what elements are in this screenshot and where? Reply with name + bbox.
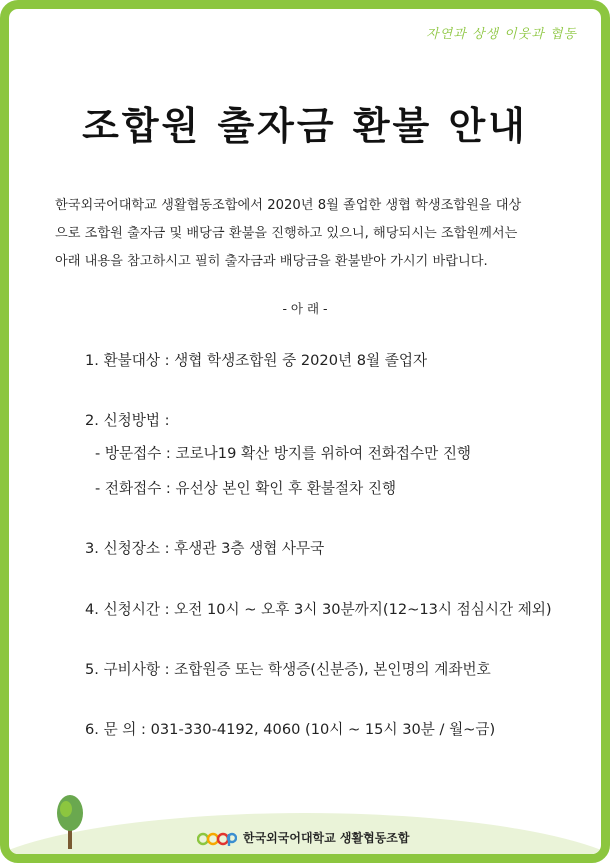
item-method: 2. 신청방법 : (85, 412, 170, 429)
tree-icon (55, 793, 85, 849)
item-contact: 6. 문 의 : 031-330-4192, 4060 (10시 ~ 15시 30분 / 월~금) (85, 721, 496, 738)
footer-brand (197, 829, 409, 846)
item-place: 3. 신청장소 : 후생관 3층 생협 사무국 (85, 540, 325, 557)
item-requirements: 5. 구비사항 : 조합원증 또는 학생증(신분증), 본인명의 계좌번호 (85, 661, 491, 678)
page-title: 조합원 출자금 환불 안내 (82, 104, 528, 148)
intro-line: 한국외국어대학교 생활협동조합에서 2020년 8월 졸업한 생협 학생조합원을 대상 (55, 198, 522, 213)
coop-logo-icon (197, 830, 237, 846)
item-target: 1. 환불대상 : 생협 학생조합원 중 2020년 8월 졸업자 (85, 352, 428, 369)
org-name: 한국외국어대학교 생활협동조합 (243, 831, 410, 845)
section-subtitle: - 아 래 - (282, 301, 328, 316)
intro-line: 아래 내용을 참고하시고 필히 출자금과 배당금을 환불받아 가시기 바랍니다. (55, 254, 488, 269)
item-time: 4. 신청시간 : 오전 10시 ~ 오후 3시 30분까지(12~13시 점심시간 제외) (85, 601, 552, 618)
item-method-visit: - 방문접수 : 코로나19 확산 방지를 위하여 전화접수만 진행 (95, 445, 472, 462)
item-method-phone: - 전화접수 : 유선상 본인 확인 후 환불절차 진행 (95, 480, 397, 497)
intro-line: 으로 조합원 출자금 및 배당금 환불을 진행하고 있으니, 해당되시는 조합원께서는 (55, 226, 518, 241)
slogan: 자연과 상생 이웃과 협동 (426, 27, 577, 42)
intro-paragraph (55, 192, 561, 276)
